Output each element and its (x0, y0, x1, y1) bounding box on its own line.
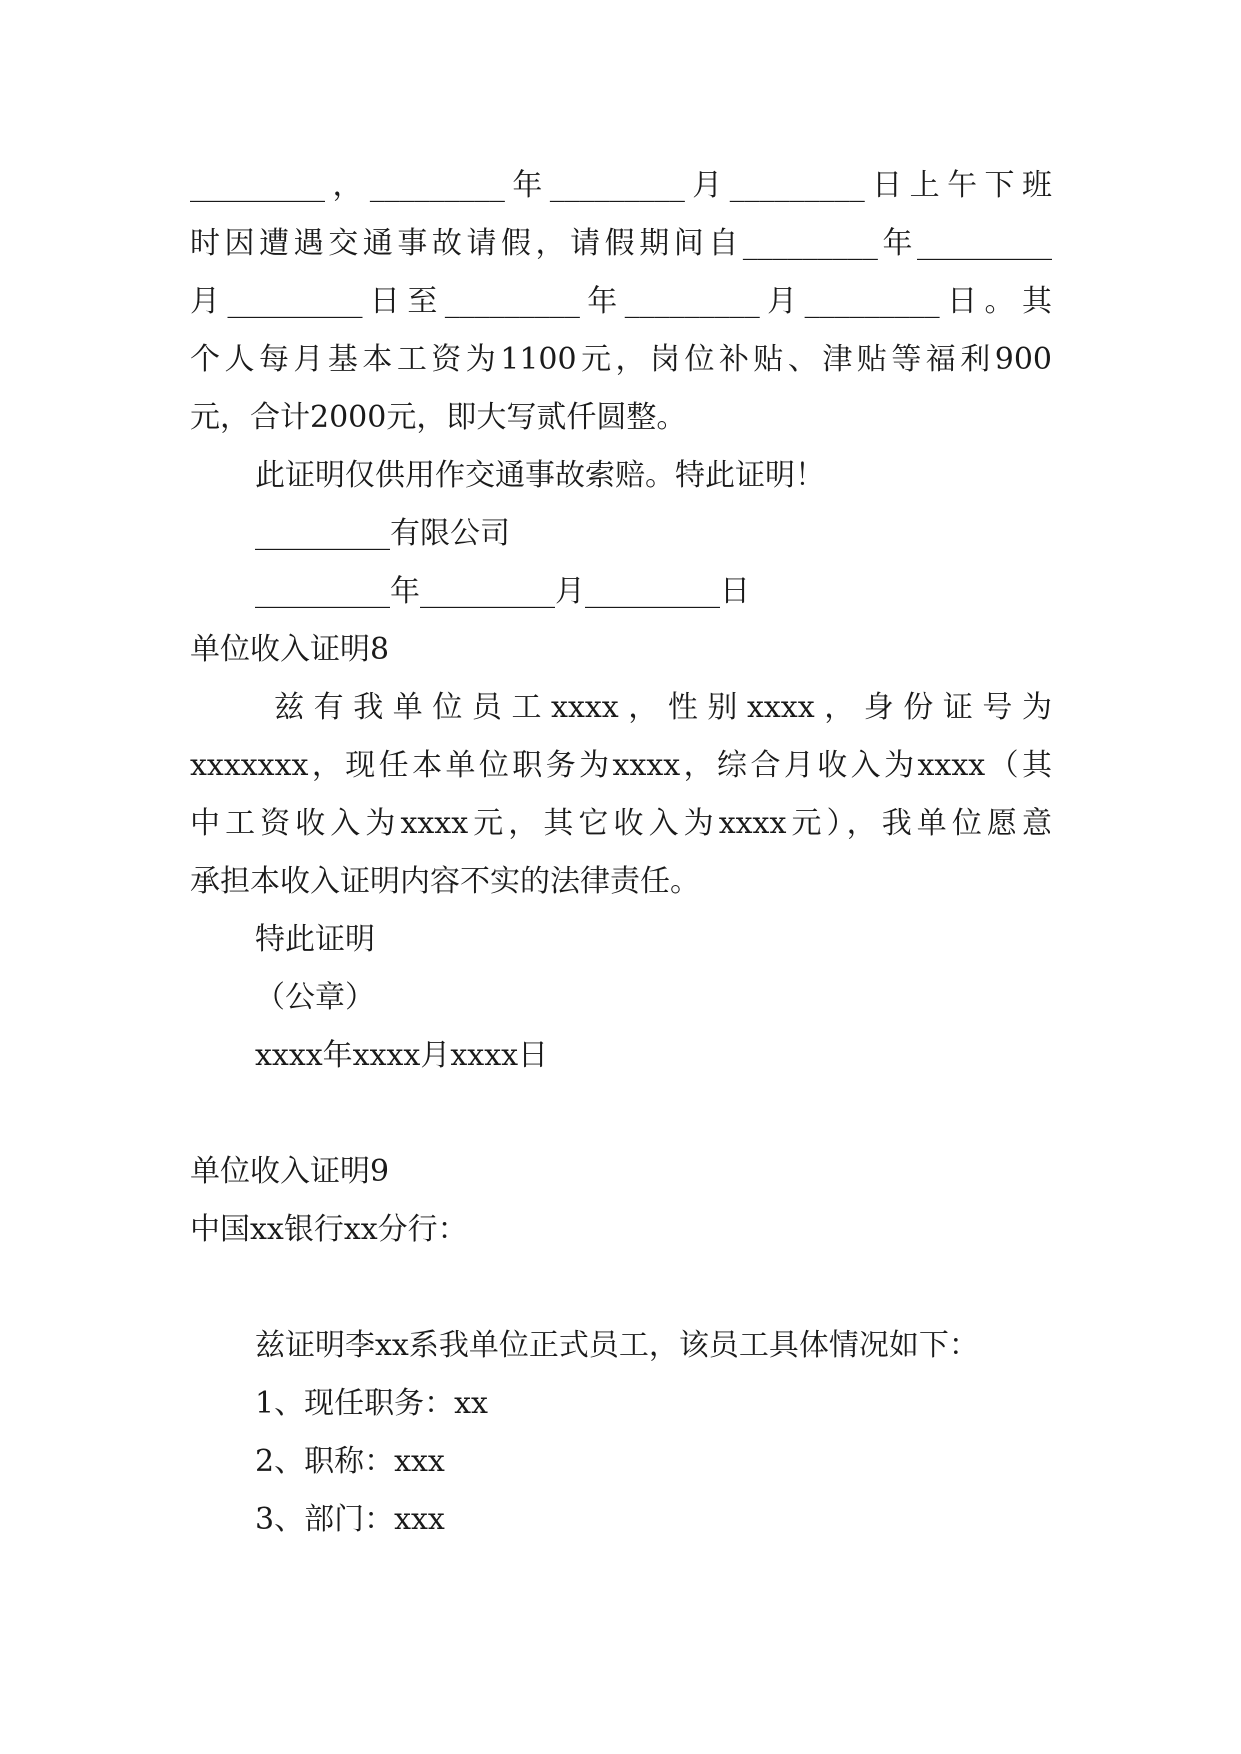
list-item: 1、现任职务：xx (255, 1386, 488, 1421)
body-line: _________，_________年_________月_________日上午下班 (190, 168, 1052, 203)
recipient-line: 中国xx银行xx分行： (190, 1212, 468, 1247)
closing-text: 特此证明 (255, 922, 375, 957)
body-line: 个人每月基本工资为1100元，岗位补贴、津贴等福利900 (190, 342, 1052, 377)
date-line: xxxx年xxxx月xxxx日 (255, 1038, 549, 1073)
section-title: 单位收入证明9 (190, 1154, 390, 1189)
company-name-blank: _________有限公司 (255, 516, 510, 551)
body-line: 元，合计2000元，即大写贰仟圆整。 (190, 400, 687, 435)
section-title: 单位收入证明8 (190, 632, 390, 667)
intro-line: 兹证明李xx系我单位正式员工，该员工具体情况如下： (255, 1328, 979, 1363)
purpose-statement: 此证明仅供用作交通事故索赔。特此证明！ (255, 458, 825, 493)
official-seal-label: （公章） (255, 980, 375, 1015)
list-item: 2、职称：xxx (255, 1444, 445, 1479)
body-line: 兹有我单位员工xxxx，性别xxxx，身份证号为 (255, 690, 1052, 725)
list-item: 3、部门：xxx (255, 1502, 445, 1537)
body-line: xxxxxxx，现任本单位职务为xxxx，综合月收入为xxxx（其 (190, 748, 1052, 783)
body-line: 中工资收入为xxxx元，其它收入为xxxx元），我单位愿意 (190, 806, 1052, 841)
body-line: 月_________日至_________年_________月_________日。其 (190, 284, 1052, 319)
body-line: 承担本收入证明内容不实的法律责任。 (190, 864, 700, 899)
date-blank: _________年_________月_________日 (255, 574, 750, 609)
body-line: 时因遭遇交通事故请假，请假期间自_________年_________ (190, 226, 1052, 261)
